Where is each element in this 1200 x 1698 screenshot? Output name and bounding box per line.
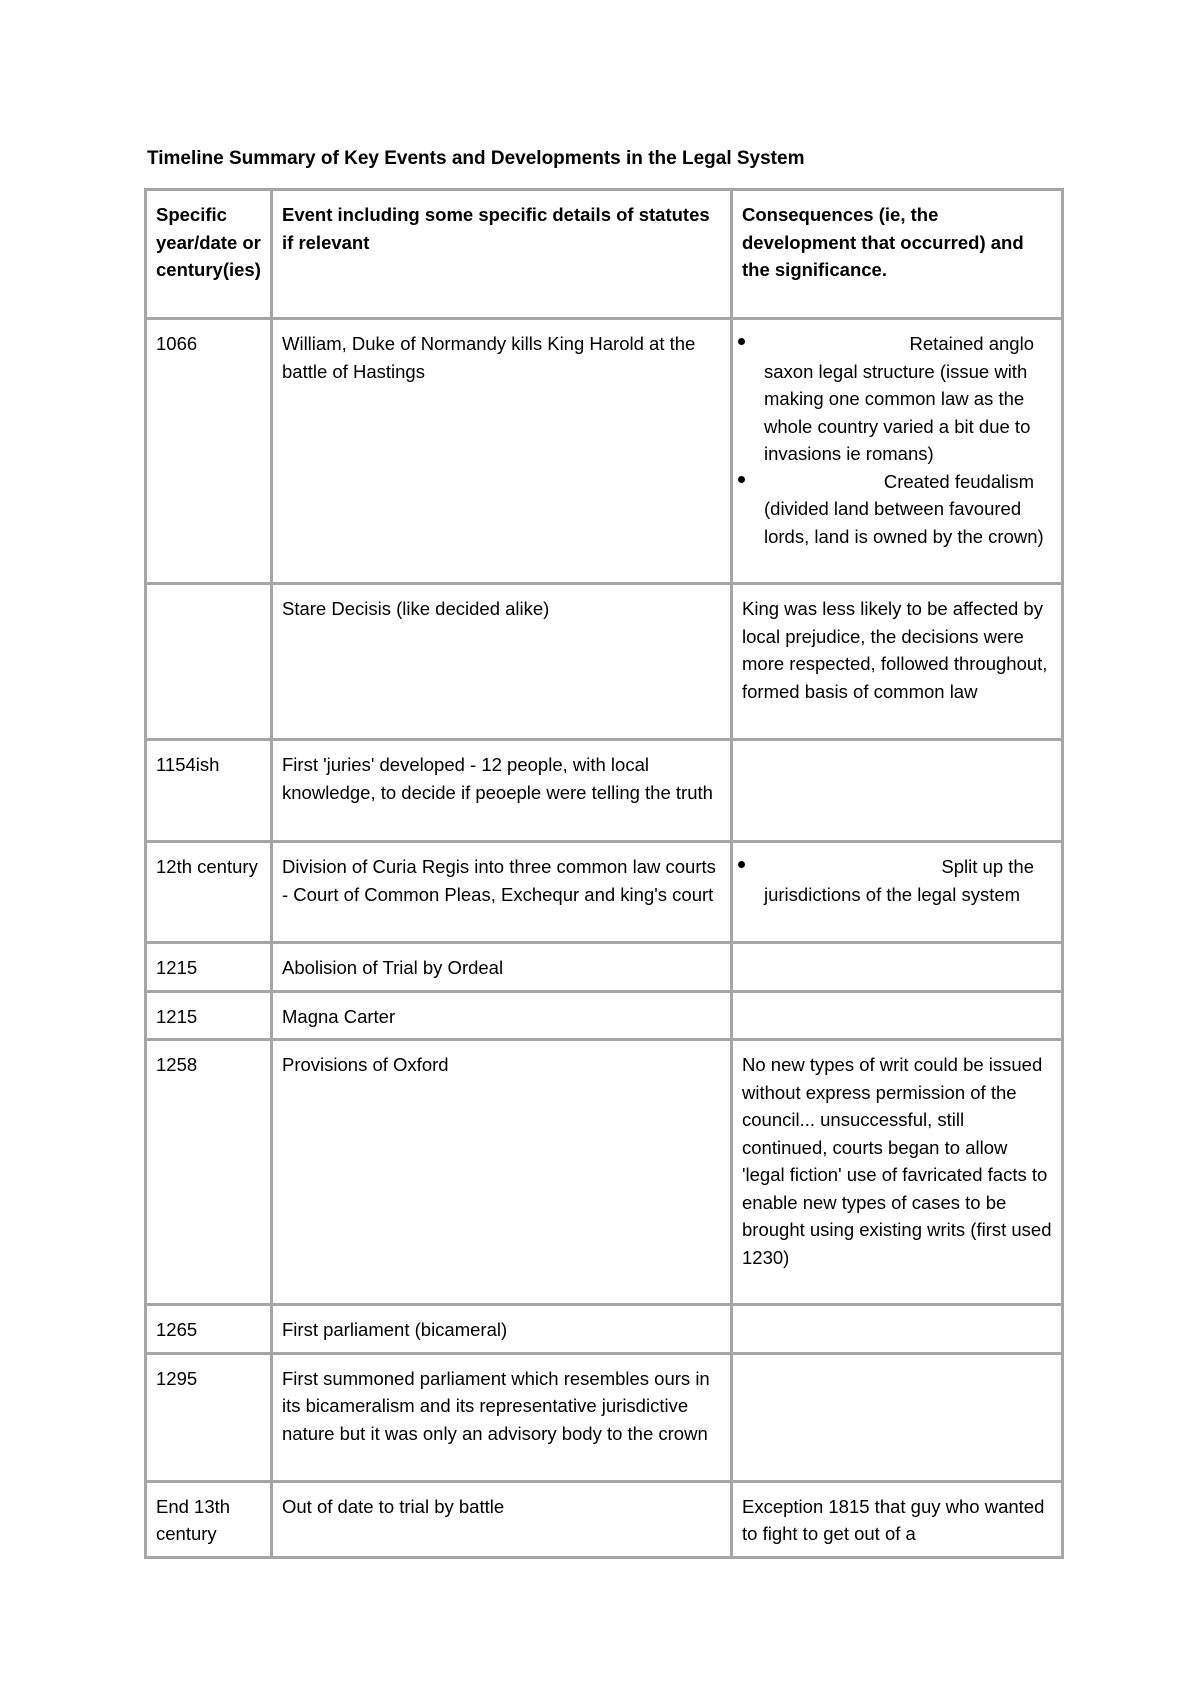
consequence-cell [732,1305,1063,1354]
date-cell: 1066 [146,319,272,584]
date-cell: 12th century [146,842,272,943]
consequence-cell: Exception 1815 that guy who wanted to fight to get out of a [732,1481,1063,1557]
event-cell: First parliament (bicameral) [272,1305,732,1354]
timeline-table [144,188,1064,1559]
event-cell: William, Duke of Normandy kills King Harold at the battle of Hastings [272,319,732,584]
consequence-cell [732,1353,1063,1481]
consequence-cell: No new types of writ could be issued without express permission of the council... unsuccessful, still continued, courts began to allow 'legal fiction' use of favricated facts to enable new types of cases to be brought using existing writs (first used 1230) [732,1040,1063,1305]
table-row [146,842,1063,943]
event-cell: First summoned parliament which resembles ours in its bicameralism and its representative jurisdictive nature but it was only an advisory body to the crown [272,1353,732,1481]
date-cell: 1265 [146,1305,272,1354]
table-row [146,319,1063,584]
event-cell: First 'juries' developed - 12 people, with local knowledge, to decide if peoeple were telling the truth [272,740,732,842]
table-row [146,1353,1063,1481]
bullet-item [742,853,1054,908]
bullet-text: saxon legal structure (issue with making one common law as the whole country varied a bit due to invasions ie romans) [764,360,1031,464]
bullet-lead: Retained anglo [909,333,1034,354]
bullet-item [742,330,1054,468]
table-row [146,740,1063,842]
event-cell: Stare Decisis (like decided alike) [272,584,732,740]
consequence-cell [732,943,1063,992]
consequence-cell [732,319,1063,584]
event-cell: Division of Curia Regis into three common law courts - Court of Common Pleas, Exchequr and king's court [272,842,732,943]
table-row [146,991,1063,1040]
table-row [146,943,1063,992]
consequence-bullets [742,853,1054,908]
consequence-cell [732,842,1063,943]
table-row [146,1305,1063,1354]
header-event: Event including some specific details of statutes if relevant [272,190,732,319]
table-row [146,1040,1063,1305]
event-cell: Abolision of Trial by Ordeal [272,943,732,992]
table-row [146,1481,1063,1557]
header-consequences: Consequences (ie, the development that occurred) and the significance. [732,190,1063,319]
consequence-cell [732,740,1063,842]
table-row [146,584,1063,740]
consequence-cell [732,991,1063,1040]
header-date: Specific year/date or century(ies) [146,190,272,319]
bullet-lead: Split up the [941,856,1034,877]
date-cell: 1295 [146,1353,272,1481]
bullet-item [742,468,1054,551]
date-cell: 1154ish [146,740,272,842]
date-cell: 1215 [146,943,272,992]
bullet-text: (divided land between favoured lords, land is owned by the crown) [764,498,1044,547]
date-cell: 1215 [146,991,272,1040]
date-cell: End 13th century [146,1481,272,1557]
event-cell: Provisions of Oxford [272,1040,732,1305]
page-title: Timeline Summary of Key Events and Developments in the Legal System [147,148,805,169]
bullet-lead: Created feudalism [883,470,1034,492]
header-row [146,190,1063,319]
consequence-bullets [742,330,1054,550]
date-cell [146,584,272,740]
event-cell: Magna Carter [272,991,732,1040]
consequence-cell: King was less likely to be affected by local prejudice, the decisions were more respected, followed throughout, formed basis of common law [732,584,1063,740]
date-cell: 1258 [146,1040,272,1305]
event-cell: Out of date to trial by battle [272,1481,732,1557]
bullet-text: jurisdictions of the legal system [764,883,1021,905]
